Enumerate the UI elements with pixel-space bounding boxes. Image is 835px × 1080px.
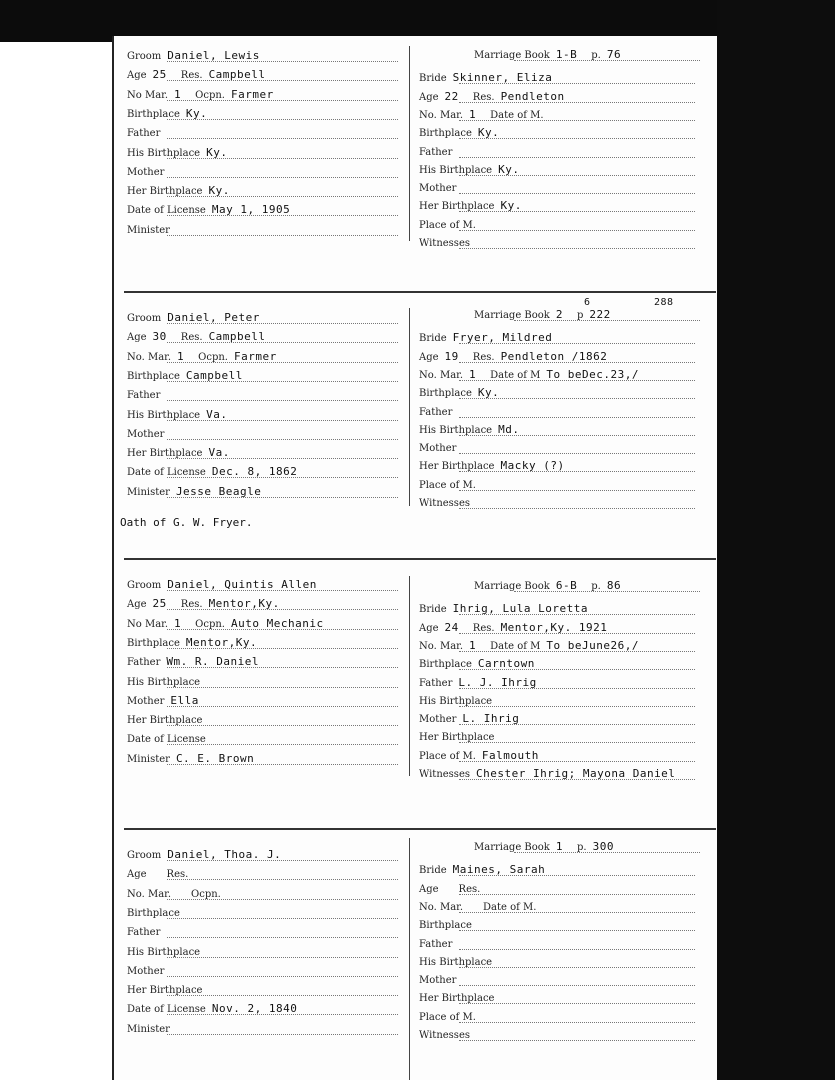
groom-field-label: Her Birthplace — [127, 448, 203, 460]
dotted-fill-line — [167, 119, 398, 120]
bride-field-label: p. — [591, 50, 601, 61]
groom-field-label: Age — [127, 599, 147, 611]
dotted-fill-line — [514, 852, 700, 853]
dotted-fill-line — [167, 918, 398, 919]
dotted-fill-line — [459, 453, 695, 454]
dotted-fill-line — [167, 61, 398, 62]
dotted-fill-line — [459, 120, 695, 121]
bride-field-label: Bride — [419, 865, 447, 877]
groom-field-value: Wm. R. Daniel — [166, 655, 259, 669]
groom-field-value: 30 — [152, 330, 167, 344]
groom-field-label: Minister — [127, 486, 170, 498]
dotted-fill-line — [459, 651, 695, 652]
bride-field-value: To beJune26,/ — [546, 638, 639, 652]
dotted-fill-line — [459, 193, 695, 194]
bride-field-value: 222 — [589, 308, 611, 321]
groom-field-label: Her Birthplace — [127, 186, 203, 198]
dotted-fill-line — [459, 779, 695, 780]
dotted-fill-line — [167, 323, 398, 324]
dotted-fill-line — [167, 976, 398, 977]
dotted-fill-line — [167, 590, 398, 591]
dotted-fill-line — [514, 320, 700, 321]
bride-field-label: Mother — [419, 975, 457, 987]
bride-field-label: Her Birthplace — [419, 993, 495, 1005]
groom-field-value: Daniel, Thoa. J. — [167, 848, 282, 861]
bride-field-value: Ky. — [477, 126, 500, 140]
bride-field-value: Skinner, Eliza — [452, 71, 553, 85]
dotted-fill-line — [514, 60, 700, 61]
dotted-fill-line — [459, 742, 695, 743]
groom-field-label: Res. — [166, 869, 189, 881]
dotted-fill-line — [459, 669, 695, 670]
bride-field-label: Birthplace — [419, 920, 472, 932]
groom-field-value: Campbell — [208, 330, 266, 344]
groom-field-value: 1 — [174, 616, 182, 630]
groom-field-label: Father — [127, 390, 161, 402]
dotted-fill-line — [167, 177, 398, 178]
bride-field-label: Mother — [419, 714, 457, 726]
bride-field-label: Date of M. — [490, 109, 544, 121]
bride-field-label: Age — [419, 351, 439, 363]
groom-field-label: Age — [127, 70, 147, 82]
bride-field-label: Place of M. — [419, 1011, 476, 1023]
groom-field-label: Mother — [127, 428, 165, 440]
bride-field-value: 19 — [444, 349, 459, 363]
bride-field-value: Fryer, Mildred — [452, 331, 553, 345]
dotted-fill-line — [167, 687, 398, 688]
dotted-fill-line — [167, 458, 398, 459]
groom-field-label: Mother — [127, 695, 165, 707]
bride-field-value: Maines, Sarah — [452, 863, 546, 877]
groom-field-label: Minister — [127, 224, 170, 236]
groom-field-label: Age — [127, 332, 147, 344]
groom-field-label: Date of License — [127, 467, 206, 479]
dotted-fill-line — [167, 706, 398, 707]
bride-field-value: 2 — [555, 308, 563, 321]
bride-field-value: 1 — [469, 107, 477, 121]
bride-field-label: Father — [419, 146, 453, 158]
bride-field-value: Macky (?) — [500, 459, 565, 473]
groom-field-label: Birthplace — [127, 370, 180, 382]
dotted-fill-line — [459, 724, 695, 725]
groom-field-label: Groom — [127, 850, 162, 861]
groom-field-label: Her Birthplace — [127, 985, 203, 997]
bride-field-value: Ky. — [498, 162, 520, 176]
bride-field-label: His Birthplace — [419, 956, 493, 968]
dotted-fill-line — [167, 80, 398, 81]
bride-field-label: Father — [419, 406, 453, 418]
groom-field-value: Nov. 2, 1840 — [211, 1002, 298, 1016]
bride-field-label: Res. — [472, 622, 495, 634]
marriage-book-volume-note: 6 — [584, 297, 591, 308]
bride-field-label: Birthplace — [419, 659, 472, 671]
bride-field-value: L. J. Ihrig — [458, 675, 537, 689]
dotted-fill-line — [167, 937, 398, 938]
groom-field-value: Auto Mechanic — [230, 616, 324, 630]
dotted-fill-line — [167, 215, 398, 216]
groom-field-value: Mentor,Ky. — [208, 597, 280, 611]
dotted-fill-line — [459, 930, 695, 931]
groom-field-label: Minister — [127, 753, 170, 765]
bride-field-label: p. — [577, 842, 587, 853]
dotted-fill-line — [459, 633, 695, 634]
dotted-fill-line — [459, 912, 695, 913]
dotted-fill-line — [167, 235, 398, 236]
dotted-fill-line — [167, 420, 398, 421]
groom-field-label: Groom — [127, 51, 162, 62]
groom-field-label: No Mar. — [127, 618, 169, 630]
bride-field-label: Bride — [419, 333, 447, 345]
groom-field-label: No. Mar. — [127, 351, 172, 363]
groom-field-value: 1 — [174, 87, 182, 101]
bride-field-value: 1 — [469, 638, 477, 652]
groom-field-label: Birthplace — [127, 907, 180, 919]
groom-field-value: Ky. — [185, 106, 208, 120]
dotted-fill-line — [459, 230, 695, 231]
dotted-fill-line — [167, 497, 398, 498]
groom-field-label: Groom — [127, 580, 162, 591]
bride-field-label: Date of M — [490, 369, 541, 381]
dotted-fill-line — [459, 761, 695, 762]
dotted-fill-line — [167, 158, 398, 159]
groom-field-label: Age — [127, 869, 147, 881]
bride-field-value: Mentor,Ky. 1921 — [500, 620, 608, 634]
bride-field-label: Bride — [419, 73, 447, 85]
bride-field-label: His Birthplace — [419, 164, 493, 176]
groom-field-value: Va. — [208, 446, 230, 460]
groom-field-label: Groom — [127, 313, 162, 324]
dotted-fill-line — [459, 1003, 695, 1004]
dotted-fill-line — [459, 688, 695, 689]
dotted-fill-line — [459, 949, 695, 950]
bride-field-label: Res. — [458, 883, 481, 895]
bride-field-label: No. Mar. — [419, 901, 464, 913]
bride-field-label: Age — [419, 91, 439, 103]
bride-field-label: No. Mar. — [419, 109, 464, 121]
record-note: Oath of G. W. Fryer. — [120, 516, 253, 529]
bride-field-label: No. Mar. — [419, 640, 464, 652]
bride-field-label: p — [577, 310, 584, 321]
dotted-fill-line — [167, 609, 398, 610]
dotted-fill-line — [167, 381, 398, 382]
dotted-fill-line — [167, 899, 398, 900]
bride-field-label: Mother — [419, 443, 457, 455]
groom-field-value: Jesse Beagle — [175, 484, 262, 498]
dotted-fill-line — [167, 629, 398, 630]
dotted-fill-line — [167, 342, 398, 343]
dotted-fill-line — [459, 211, 695, 212]
bride-field-value: Ihrig, Lula Loretta — [452, 602, 588, 616]
bride-field-label: Res. — [472, 351, 495, 363]
dotted-fill-line — [459, 83, 695, 84]
bride-field-value: 1-B — [555, 48, 578, 61]
dotted-fill-line — [459, 398, 695, 399]
bride-field-label: Birthplace — [419, 388, 472, 400]
bride-field-label: Her Birthplace — [419, 732, 495, 744]
dotted-fill-line — [459, 380, 695, 381]
dotted-fill-line — [459, 435, 695, 436]
dotted-fill-line — [459, 508, 695, 509]
column-divider — [409, 838, 410, 1080]
dotted-fill-line — [167, 1014, 398, 1015]
dotted-fill-line — [167, 362, 398, 363]
dotted-fill-line — [459, 1040, 695, 1041]
groom-field-label: His Birthplace — [127, 409, 201, 421]
groom-field-label: Father — [127, 927, 161, 939]
dotted-fill-line — [167, 957, 398, 958]
dotted-fill-line — [167, 1034, 398, 1035]
groom-field-label: Birthplace — [127, 637, 180, 649]
groom-field-value: May 1, 1905 — [211, 203, 291, 217]
dotted-fill-line — [459, 614, 695, 615]
bride-field-value: 24 — [444, 620, 459, 634]
dotted-fill-line — [459, 343, 695, 344]
groom-field-label: Res. — [180, 599, 203, 611]
groom-field-value: Farmer — [230, 87, 274, 101]
dotted-fill-line — [459, 417, 695, 418]
bride-field-label: Place of M. — [419, 479, 476, 491]
bride-field-label: No. Mar. — [419, 369, 464, 381]
record-divider — [124, 828, 716, 830]
bride-field-value: Ky. — [477, 386, 500, 400]
record-divider — [124, 558, 716, 560]
bride-field-value: 1 — [555, 840, 563, 853]
scan-right-border — [717, 0, 835, 1080]
groom-field-label: Mother — [127, 965, 165, 977]
bride-field-value: 1 — [469, 367, 477, 381]
dotted-fill-line — [459, 471, 695, 472]
bride-field-label: Witnesses — [419, 1030, 470, 1041]
dotted-fill-line — [167, 648, 398, 649]
bride-field-value: 86 — [606, 579, 622, 592]
dotted-fill-line — [167, 879, 398, 880]
groom-field-value: Mentor,Ky. — [185, 635, 258, 649]
dotted-fill-line — [459, 894, 695, 895]
bride-field-label: Date of M. — [483, 901, 537, 913]
bride-field-label: His Birthplace — [419, 695, 493, 707]
groom-field-label: Date of License — [127, 205, 206, 217]
groom-field-label: Ocpn. — [191, 888, 221, 900]
groom-field-label: No. Mar. — [127, 888, 172, 900]
dotted-fill-line — [167, 100, 398, 101]
dotted-fill-line — [459, 102, 695, 103]
bride-field-label: p. — [591, 581, 601, 592]
dotted-fill-line — [459, 157, 695, 158]
bride-field-label: Age — [419, 883, 439, 895]
dotted-fill-line — [167, 764, 398, 765]
bride-field-label: Place of M. — [419, 219, 476, 231]
bride-field-value: Pendleton — [500, 89, 565, 103]
dotted-fill-line — [459, 1022, 695, 1023]
groom-field-label: Ocpn. — [195, 89, 225, 101]
groom-field-value: 25 — [152, 68, 167, 82]
dotted-fill-line — [459, 706, 695, 707]
groom-field-label: Ocpn. — [198, 351, 228, 363]
bride-field-value: To beDec.23,/ — [546, 367, 639, 381]
bride-field-value: Ky. — [500, 199, 522, 213]
dotted-fill-line — [459, 985, 695, 986]
dotted-fill-line — [167, 138, 398, 139]
groom-field-value: Daniel, Quintis Allen — [167, 578, 317, 591]
groom-field-value: Campbell — [208, 68, 266, 82]
record-divider — [124, 291, 716, 293]
groom-field-value: Ky. — [208, 184, 230, 198]
bride-field-label: Mother — [419, 183, 457, 195]
bride-field-value: Chester Ihrig; Mayona Daniel — [476, 767, 676, 780]
bride-field-label: Witnesses — [419, 238, 470, 249]
bride-field-label: Place of M. — [419, 750, 476, 762]
bride-field-label: Res. — [472, 91, 495, 103]
groom-field-label: Ocpn. — [195, 618, 225, 630]
dotted-fill-line — [167, 995, 398, 996]
bride-field-value: 300 — [592, 840, 614, 853]
groom-field-label: Birthplace — [127, 108, 180, 120]
marriage-book-page-note: 288 — [654, 297, 674, 308]
dotted-fill-line — [514, 591, 700, 592]
bride-field-label: Marriage Book — [474, 842, 550, 853]
bride-field-value: L. Ihrig — [462, 712, 520, 726]
bride-field-value: Carntown — [477, 657, 535, 671]
groom-field-value: Campbell — [185, 368, 243, 382]
dotted-fill-line — [459, 248, 695, 249]
bride-field-value: Pendleton /1862 — [500, 349, 608, 363]
column-divider — [409, 308, 410, 506]
groom-field-label: No Mar. — [127, 89, 169, 101]
dotted-fill-line — [459, 875, 695, 876]
groom-field-value: 1 — [177, 349, 185, 363]
column-divider — [409, 576, 410, 776]
groom-field-value: Daniel, Lewis — [167, 49, 260, 62]
marriage-record-card — [114, 36, 717, 1080]
groom-field-label: Father — [127, 128, 161, 140]
groom-field-label: Her Birthplace — [127, 715, 203, 727]
groom-field-label: Date of License — [127, 1004, 206, 1016]
dotted-fill-line — [459, 362, 695, 363]
dotted-fill-line — [459, 967, 695, 968]
bride-field-label: Age — [419, 622, 439, 634]
bride-field-value: 76 — [606, 48, 622, 61]
bride-field-label: Father — [419, 677, 453, 689]
bride-field-label: Witnesses — [419, 498, 470, 509]
dotted-fill-line — [167, 439, 398, 440]
dotted-fill-line — [167, 744, 398, 745]
dotted-fill-line — [459, 138, 695, 139]
groom-field-label: Minister — [127, 1023, 170, 1035]
groom-field-label: His Birthplace — [127, 676, 201, 688]
groom-field-label: His Birthplace — [127, 147, 201, 159]
groom-field-label: Father — [127, 657, 161, 669]
groom-field-value: Farmer — [233, 349, 277, 363]
bride-field-label: Marriage Book — [474, 581, 550, 592]
groom-field-label: His Birthplace — [127, 946, 201, 958]
bride-field-label: Father — [419, 938, 453, 950]
bride-field-label: Her Birthplace — [419, 201, 495, 213]
bride-field-label: Bride — [419, 604, 447, 616]
bride-field-label: His Birthplace — [419, 424, 493, 436]
groom-field-value: Va. — [206, 407, 228, 421]
bride-field-label: Marriage Book — [474, 50, 550, 61]
dotted-fill-line — [167, 725, 398, 726]
groom-field-value: C. E. Brown — [175, 751, 255, 765]
groom-field-label: Mother — [127, 166, 165, 178]
groom-field-value: 25 — [152, 597, 167, 611]
dotted-fill-line — [167, 667, 398, 668]
groom-field-value: Daniel, Peter — [167, 311, 260, 324]
column-divider — [409, 46, 410, 241]
bride-field-label: Her Birthplace — [419, 461, 495, 473]
groom-field-label: Date of License — [127, 734, 206, 746]
bride-field-label: Birthplace — [419, 128, 472, 140]
bride-field-value: 22 — [444, 89, 459, 103]
dotted-fill-line — [167, 477, 398, 478]
bride-field-value: 6-B — [555, 579, 578, 592]
bride-field-label: Date of M — [490, 640, 541, 652]
dotted-fill-line — [459, 175, 695, 176]
bride-field-value: Falmouth — [481, 748, 539, 762]
groom-field-value: Dec. 8, 1862 — [211, 465, 298, 479]
dotted-fill-line — [167, 196, 398, 197]
bride-field-label: Marriage Book — [474, 310, 550, 321]
dotted-fill-line — [167, 400, 398, 401]
groom-field-label: Res. — [180, 332, 203, 344]
dotted-fill-line — [167, 860, 398, 861]
bride-field-value: Md. — [498, 422, 520, 436]
bride-field-label: Witnesses — [419, 769, 470, 780]
groom-field-value: Ky. — [206, 145, 228, 159]
groom-field-value: Ella — [170, 693, 199, 707]
groom-field-label: Res. — [180, 70, 203, 82]
dotted-fill-line — [459, 490, 695, 491]
